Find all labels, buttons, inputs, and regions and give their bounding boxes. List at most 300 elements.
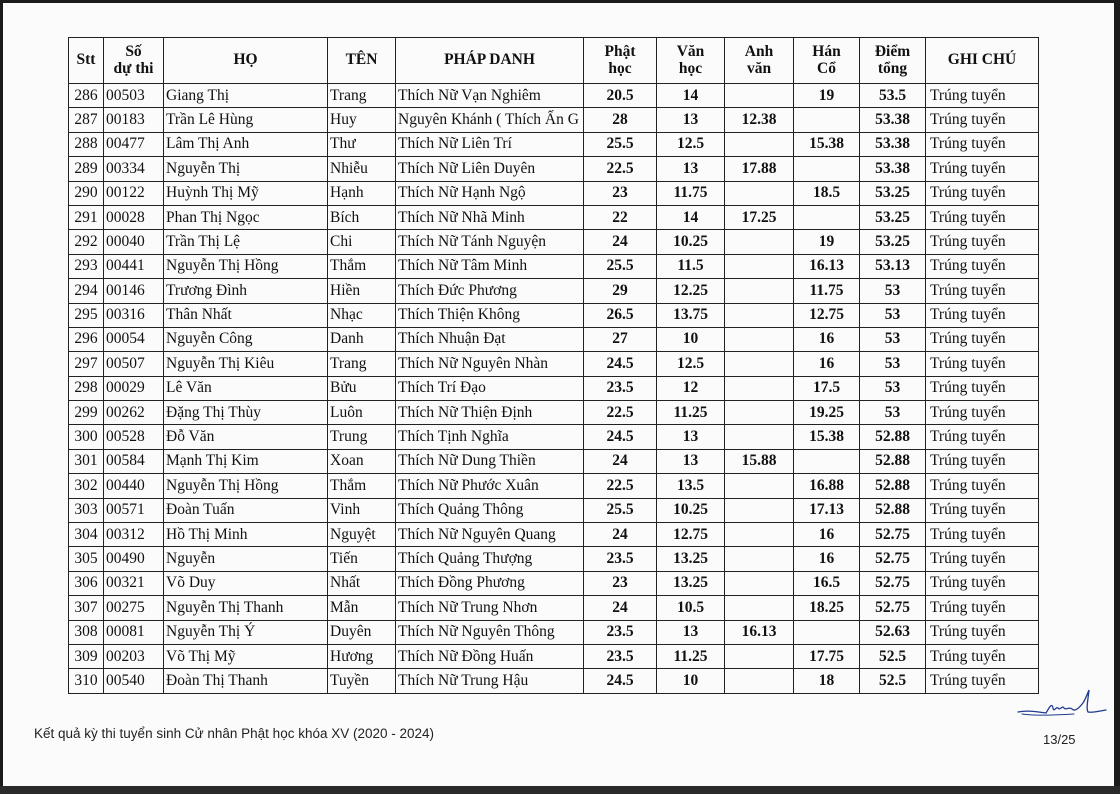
cell-ghi-chu: Trúng tuyển <box>926 376 1039 400</box>
cell-ten: Duyên <box>328 620 396 644</box>
cell-anh-van: 17.25 <box>725 205 794 229</box>
cell-ho: Hồ Thị Minh <box>164 523 328 547</box>
cell-diem-tong: 53 <box>860 303 926 327</box>
cell-phap-danh: Thích Quảng Thông <box>396 498 584 522</box>
cell-phat-hoc: 23 <box>584 181 657 205</box>
cell-stt: 295 <box>69 303 104 327</box>
cell-ho: Nguyễn Thị Thanh <box>164 596 328 620</box>
cell-stt: 292 <box>69 230 104 254</box>
cell-van-hoc: 13 <box>657 620 725 644</box>
footer-caption: Kết quả kỳ thi tuyển sinh Cử nhân Phật học khóa XV (2020 - 2024) <box>34 726 435 741</box>
cell-van-hoc: 14 <box>657 205 725 229</box>
cell-anh-van <box>725 547 794 571</box>
cell-han-co: 12.75 <box>794 303 860 327</box>
page-shadow <box>0 786 1120 794</box>
cell-so-du-thi: 00183 <box>104 108 164 132</box>
cell-ho: Võ Thị Mỹ <box>164 644 328 668</box>
cell-van-hoc: 13 <box>657 108 725 132</box>
cell-ten: Vinh <box>328 498 396 522</box>
cell-ghi-chu: Trúng tuyển <box>926 181 1039 205</box>
cell-so-du-thi: 00040 <box>104 230 164 254</box>
cell-ho: Nguyễn Công <box>164 327 328 351</box>
cell-han-co: 15.38 <box>794 425 860 449</box>
cell-han-co <box>794 620 860 644</box>
cell-van-hoc: 12.75 <box>657 523 725 547</box>
cell-phat-hoc: 24.5 <box>584 352 657 376</box>
cell-so-du-thi: 00321 <box>104 571 164 595</box>
cell-so-du-thi: 00503 <box>104 84 164 108</box>
cell-ho: Mạnh Thị Kim <box>164 449 328 473</box>
table-row <box>69 547 1039 571</box>
cell-anh-van <box>725 596 794 620</box>
cell-phap-danh: Thích Nữ Thiện Định <box>396 401 584 425</box>
cell-ho: Nguyễn <box>164 547 328 571</box>
cell-ten: Hiền <box>328 279 396 303</box>
cell-ho: Trần Thị Lệ <box>164 230 328 254</box>
cell-so-du-thi: 00584 <box>104 449 164 473</box>
cell-ho: Đặng Thị Thùy <box>164 401 328 425</box>
cell-ho: Lê Văn <box>164 376 328 400</box>
cell-phat-hoc: 25.5 <box>584 132 657 156</box>
cell-han-co: 15.38 <box>794 132 860 156</box>
cell-ten: Tuyền <box>328 669 396 693</box>
cell-ghi-chu: Trúng tuyển <box>926 327 1039 351</box>
header-phat-hoc: Phật học <box>584 38 657 84</box>
cell-phat-hoc: 28 <box>584 108 657 132</box>
cell-ho: Đoàn Thị Thanh <box>164 669 328 693</box>
table-row <box>69 157 1039 181</box>
cell-stt: 290 <box>69 181 104 205</box>
cell-anh-van <box>725 84 794 108</box>
signature-icon <box>1016 686 1108 726</box>
cell-ten: Nhạc <box>328 303 396 327</box>
table-row <box>69 376 1039 400</box>
cell-anh-van <box>725 376 794 400</box>
cell-anh-van <box>725 498 794 522</box>
cell-phap-danh: Thích Nữ Liên Duyên <box>396 157 584 181</box>
cell-anh-van: 15.88 <box>725 449 794 473</box>
cell-anh-van: 12.38 <box>725 108 794 132</box>
cell-ho: Giang Thị <box>164 84 328 108</box>
cell-stt: 294 <box>69 279 104 303</box>
cell-diem-tong: 53.38 <box>860 157 926 181</box>
cell-phap-danh: Thích Nữ Dung Thiền <box>396 449 584 473</box>
cell-so-du-thi: 00054 <box>104 327 164 351</box>
table-row <box>69 474 1039 498</box>
cell-phap-danh: Thích Quảng Thượng <box>396 547 584 571</box>
cell-so-du-thi: 00275 <box>104 596 164 620</box>
cell-diem-tong: 52.88 <box>860 498 926 522</box>
cell-stt: 304 <box>69 523 104 547</box>
cell-so-du-thi: 00571 <box>104 498 164 522</box>
cell-van-hoc: 10.25 <box>657 498 725 522</box>
cell-phat-hoc: 29 <box>584 279 657 303</box>
cell-ten: Luôn <box>328 401 396 425</box>
cell-so-du-thi: 00440 <box>104 474 164 498</box>
cell-van-hoc: 10 <box>657 327 725 351</box>
cell-han-co <box>794 157 860 181</box>
table-row <box>69 132 1039 156</box>
cell-diem-tong: 53.25 <box>860 181 926 205</box>
cell-phat-hoc: 23.5 <box>584 547 657 571</box>
cell-han-co: 11.75 <box>794 279 860 303</box>
cell-anh-van <box>725 181 794 205</box>
cell-ghi-chu: Trúng tuyển <box>926 401 1039 425</box>
cell-anh-van <box>725 352 794 376</box>
cell-diem-tong: 53.25 <box>860 230 926 254</box>
page-number: 13/25 <box>1043 732 1076 747</box>
cell-van-hoc: 13.25 <box>657 571 725 595</box>
cell-ten: Danh <box>328 327 396 351</box>
cell-ghi-chu: Trúng tuyển <box>926 571 1039 595</box>
cell-phap-danh: Thích Tịnh Nghĩa <box>396 425 584 449</box>
cell-han-co: 16 <box>794 547 860 571</box>
cell-ho: Nguyễn Thị Hồng <box>164 254 328 278</box>
cell-phat-hoc: 22.5 <box>584 401 657 425</box>
cell-han-co: 19 <box>794 230 860 254</box>
cell-han-co: 19 <box>794 84 860 108</box>
cell-han-co: 17.5 <box>794 376 860 400</box>
cell-ten: Trang <box>328 352 396 376</box>
cell-stt: 305 <box>69 547 104 571</box>
cell-ho: Đoàn Tuấn <box>164 498 328 522</box>
cell-ghi-chu: Trúng tuyển <box>926 474 1039 498</box>
cell-ghi-chu: Trúng tuyển <box>926 254 1039 278</box>
cell-diem-tong: 53 <box>860 376 926 400</box>
cell-ghi-chu: Trúng tuyển <box>926 352 1039 376</box>
cell-phat-hoc: 23 <box>584 571 657 595</box>
cell-so-du-thi: 00081 <box>104 620 164 644</box>
header-so-du-thi: Số dự thi <box>104 38 164 84</box>
cell-ten: Xoan <box>328 449 396 473</box>
cell-diem-tong: 53.5 <box>860 84 926 108</box>
cell-ho: Võ Duy <box>164 571 328 595</box>
header-ten: TÊN <box>328 38 396 84</box>
cell-van-hoc: 11.5 <box>657 254 725 278</box>
cell-phat-hoc: 24.5 <box>584 669 657 693</box>
cell-so-du-thi: 00477 <box>104 132 164 156</box>
cell-van-hoc: 12.25 <box>657 279 725 303</box>
cell-phap-danh: Thích Thiện Không <box>396 303 584 327</box>
cell-ghi-chu: Trúng tuyển <box>926 279 1039 303</box>
table-row <box>69 449 1039 473</box>
cell-so-du-thi: 00490 <box>104 547 164 571</box>
cell-van-hoc: 13 <box>657 425 725 449</box>
cell-han-co: 16 <box>794 352 860 376</box>
cell-diem-tong: 53.38 <box>860 108 926 132</box>
cell-phat-hoc: 23.5 <box>584 620 657 644</box>
cell-phap-danh: Thích Đức Phương <box>396 279 584 303</box>
cell-ten: Thư <box>328 132 396 156</box>
cell-so-du-thi: 00029 <box>104 376 164 400</box>
table-row <box>69 303 1039 327</box>
cell-anh-van <box>725 254 794 278</box>
cell-stt: 291 <box>69 205 104 229</box>
cell-han-co: 16 <box>794 327 860 351</box>
cell-ten: Bửu <box>328 376 396 400</box>
cell-ho: Nguyễn Thị Kiêu <box>164 352 328 376</box>
cell-stt: 307 <box>69 596 104 620</box>
table-row <box>69 84 1039 108</box>
cell-phap-danh: Thích Trí Đạo <box>396 376 584 400</box>
cell-van-hoc: 12 <box>657 376 725 400</box>
cell-phap-danh: Thích Nữ Vạn Nghiêm <box>396 84 584 108</box>
cell-anh-van <box>725 644 794 668</box>
cell-han-co: 16.88 <box>794 474 860 498</box>
cell-anh-van <box>725 132 794 156</box>
cell-han-co <box>794 205 860 229</box>
cell-ho: Đỗ Văn <box>164 425 328 449</box>
cell-ghi-chu: Trúng tuyển <box>926 205 1039 229</box>
cell-han-co: 16.5 <box>794 571 860 595</box>
cell-diem-tong: 52.88 <box>860 449 926 473</box>
cell-diem-tong: 52.75 <box>860 571 926 595</box>
table-row <box>69 669 1039 693</box>
cell-ten: Chi <box>328 230 396 254</box>
cell-diem-tong: 52.75 <box>860 523 926 547</box>
cell-diem-tong: 53.25 <box>860 205 926 229</box>
cell-han-co: 18 <box>794 669 860 693</box>
cell-phat-hoc: 24 <box>584 596 657 620</box>
cell-van-hoc: 13.75 <box>657 303 725 327</box>
cell-han-co <box>794 449 860 473</box>
cell-anh-van <box>725 230 794 254</box>
cell-phat-hoc: 25.5 <box>584 254 657 278</box>
cell-anh-van: 17.88 <box>725 157 794 181</box>
cell-phap-danh: Thích Nữ Nguyên Quang <box>396 523 584 547</box>
cell-ten: Tiến <box>328 547 396 571</box>
cell-diem-tong: 52.5 <box>860 644 926 668</box>
cell-stt: 301 <box>69 449 104 473</box>
cell-stt: 297 <box>69 352 104 376</box>
cell-ho: Phan Thị Ngọc <box>164 205 328 229</box>
cell-ten: Trang <box>328 84 396 108</box>
cell-phat-hoc: 22.5 <box>584 157 657 181</box>
cell-stt: 299 <box>69 401 104 425</box>
cell-han-co: 19.25 <box>794 401 860 425</box>
table-row <box>69 230 1039 254</box>
cell-anh-van <box>725 571 794 595</box>
cell-ghi-chu: Trúng tuyển <box>926 620 1039 644</box>
cell-phap-danh: Thích Nhuận Đạt <box>396 327 584 351</box>
cell-ten: Thắm <box>328 474 396 498</box>
cell-ho: Huỳnh Thị Mỹ <box>164 181 328 205</box>
cell-diem-tong: 52.88 <box>860 474 926 498</box>
table-row <box>69 352 1039 376</box>
table-header-row <box>69 38 1039 84</box>
table-row <box>69 425 1039 449</box>
cell-anh-van <box>725 303 794 327</box>
cell-phap-danh: Thích Nữ Tâm Minh <box>396 254 584 278</box>
cell-han-co: 16.13 <box>794 254 860 278</box>
cell-phap-danh: Thích Đồng Phương <box>396 571 584 595</box>
cell-ghi-chu: Trúng tuyển <box>926 84 1039 108</box>
cell-van-hoc: 14 <box>657 84 725 108</box>
cell-so-du-thi: 00312 <box>104 523 164 547</box>
cell-so-du-thi: 00528 <box>104 425 164 449</box>
cell-so-du-thi: 00316 <box>104 303 164 327</box>
cell-ghi-chu: Trúng tuyển <box>926 108 1039 132</box>
cell-anh-van <box>725 474 794 498</box>
cell-han-co: 17.13 <box>794 498 860 522</box>
table-row <box>69 644 1039 668</box>
cell-so-du-thi: 00203 <box>104 644 164 668</box>
cell-ten: Trung <box>328 425 396 449</box>
cell-stt: 303 <box>69 498 104 522</box>
cell-ghi-chu: Trúng tuyển <box>926 425 1039 449</box>
header-stt: Stt <box>69 38 104 84</box>
cell-van-hoc: 10 <box>657 669 725 693</box>
cell-van-hoc: 13 <box>657 449 725 473</box>
cell-anh-van <box>725 327 794 351</box>
cell-diem-tong: 53.38 <box>860 132 926 156</box>
cell-so-du-thi: 00540 <box>104 669 164 693</box>
cell-diem-tong: 52.5 <box>860 669 926 693</box>
header-han-co: Hán Cổ <box>794 38 860 84</box>
cell-ten: Nhất <box>328 571 396 595</box>
cell-ten: Nguyệt <box>328 523 396 547</box>
cell-van-hoc: 10.5 <box>657 596 725 620</box>
cell-phap-danh: Thích Nữ Hạnh Ngộ <box>396 181 584 205</box>
cell-ghi-chu: Trúng tuyển <box>926 449 1039 473</box>
cell-ghi-chu: Trúng tuyển <box>926 523 1039 547</box>
cell-phap-danh: Thích Nữ Liên Trí <box>396 132 584 156</box>
cell-diem-tong: 52.75 <box>860 547 926 571</box>
cell-ho: Trần Lê Hùng <box>164 108 328 132</box>
cell-ho: Lâm Thị Anh <box>164 132 328 156</box>
cell-so-du-thi: 00262 <box>104 401 164 425</box>
cell-phap-danh: Thích Nữ Nguyên Nhàn <box>396 352 584 376</box>
table-row <box>69 254 1039 278</box>
cell-ten: Hạnh <box>328 181 396 205</box>
table-body <box>69 84 1039 694</box>
cell-anh-van <box>725 523 794 547</box>
table-row <box>69 205 1039 229</box>
cell-van-hoc: 12.5 <box>657 132 725 156</box>
cell-phap-danh: Thích Nữ Trung Nhơn <box>396 596 584 620</box>
cell-van-hoc: 11.25 <box>657 644 725 668</box>
cell-ten: Hương <box>328 644 396 668</box>
cell-phap-danh: Thích Nữ Đồng Huấn <box>396 644 584 668</box>
cell-van-hoc: 13.25 <box>657 547 725 571</box>
cell-van-hoc: 11.75 <box>657 181 725 205</box>
cell-so-du-thi: 00122 <box>104 181 164 205</box>
cell-ho: Nguyễn Thị Ý <box>164 620 328 644</box>
cell-so-du-thi: 00441 <box>104 254 164 278</box>
header-phap-danh: PHÁP DANH <box>396 38 584 84</box>
cell-stt: 298 <box>69 376 104 400</box>
cell-stt: 302 <box>69 474 104 498</box>
cell-anh-van <box>725 425 794 449</box>
table-row <box>69 596 1039 620</box>
header-diem-tong: Điểm tổng <box>860 38 926 84</box>
cell-so-du-thi: 00028 <box>104 205 164 229</box>
header-anh-van: Anh văn <box>725 38 794 84</box>
cell-stt: 293 <box>69 254 104 278</box>
cell-phat-hoc: 23.5 <box>584 376 657 400</box>
cell-ten: Nhiễu <box>328 157 396 181</box>
cell-ghi-chu: Trúng tuyển <box>926 547 1039 571</box>
header-ho: HỌ <box>164 38 328 84</box>
cell-stt: 308 <box>69 620 104 644</box>
cell-phat-hoc: 22 <box>584 205 657 229</box>
cell-stt: 289 <box>69 157 104 181</box>
table-row <box>69 498 1039 522</box>
cell-so-du-thi: 00334 <box>104 157 164 181</box>
cell-diem-tong: 53 <box>860 401 926 425</box>
cell-ho: Trương Đình <box>164 279 328 303</box>
cell-diem-tong: 52.63 <box>860 620 926 644</box>
cell-ho: Nguyễn Thị Hồng <box>164 474 328 498</box>
cell-ghi-chu: Trúng tuyển <box>926 498 1039 522</box>
table-row <box>69 181 1039 205</box>
cell-ghi-chu: Trúng tuyển <box>926 596 1039 620</box>
cell-diem-tong: 53 <box>860 352 926 376</box>
cell-han-co: 18.5 <box>794 181 860 205</box>
cell-diem-tong: 52.88 <box>860 425 926 449</box>
cell-phap-danh: Thích Nữ Tánh Nguyện <box>396 230 584 254</box>
cell-ghi-chu: Trúng tuyển <box>926 303 1039 327</box>
cell-stt: 286 <box>69 84 104 108</box>
cell-ghi-chu: Trúng tuyển <box>926 230 1039 254</box>
cell-anh-van <box>725 401 794 425</box>
cell-phat-hoc: 26.5 <box>584 303 657 327</box>
cell-stt: 287 <box>69 108 104 132</box>
cell-phat-hoc: 20.5 <box>584 84 657 108</box>
cell-stt: 288 <box>69 132 104 156</box>
table-row <box>69 401 1039 425</box>
table-row <box>69 279 1039 303</box>
cell-van-hoc: 10.25 <box>657 230 725 254</box>
table-row <box>69 571 1039 595</box>
cell-van-hoc: 11.25 <box>657 401 725 425</box>
header-van-hoc: Văn học <box>657 38 725 84</box>
cell-phap-danh: Thích Nữ Nhã Minh <box>396 205 584 229</box>
cell-phat-hoc: 22.5 <box>584 474 657 498</box>
table-row <box>69 108 1039 132</box>
cell-ghi-chu: Trúng tuyển <box>926 669 1039 693</box>
cell-phat-hoc: 24.5 <box>584 425 657 449</box>
cell-anh-van <box>725 279 794 303</box>
cell-han-co <box>794 108 860 132</box>
cell-ho: Thân Nhất <box>164 303 328 327</box>
cell-diem-tong: 53 <box>860 279 926 303</box>
cell-so-du-thi: 00507 <box>104 352 164 376</box>
cell-ten: Mẫn <box>328 596 396 620</box>
cell-phat-hoc: 23.5 <box>584 644 657 668</box>
cell-phat-hoc: 24 <box>584 523 657 547</box>
cell-stt: 306 <box>69 571 104 595</box>
cell-phat-hoc: 25.5 <box>584 498 657 522</box>
cell-han-co: 17.75 <box>794 644 860 668</box>
table-row <box>69 620 1039 644</box>
cell-stt: 296 <box>69 327 104 351</box>
cell-ho: Nguyễn Thị <box>164 157 328 181</box>
cell-van-hoc: 13.5 <box>657 474 725 498</box>
cell-diem-tong: 52.75 <box>860 596 926 620</box>
cell-ghi-chu: Trúng tuyển <box>926 157 1039 181</box>
cell-anh-van <box>725 669 794 693</box>
cell-stt: 309 <box>69 644 104 668</box>
cell-so-du-thi: 00146 <box>104 279 164 303</box>
cell-ten: Huy <box>328 108 396 132</box>
cell-diem-tong: 53.13 <box>860 254 926 278</box>
cell-han-co: 16 <box>794 523 860 547</box>
table-row <box>69 327 1039 351</box>
cell-phat-hoc: 24 <box>584 449 657 473</box>
cell-han-co: 18.25 <box>794 596 860 620</box>
cell-phap-danh: Thích Nữ Phước Xuân <box>396 474 584 498</box>
